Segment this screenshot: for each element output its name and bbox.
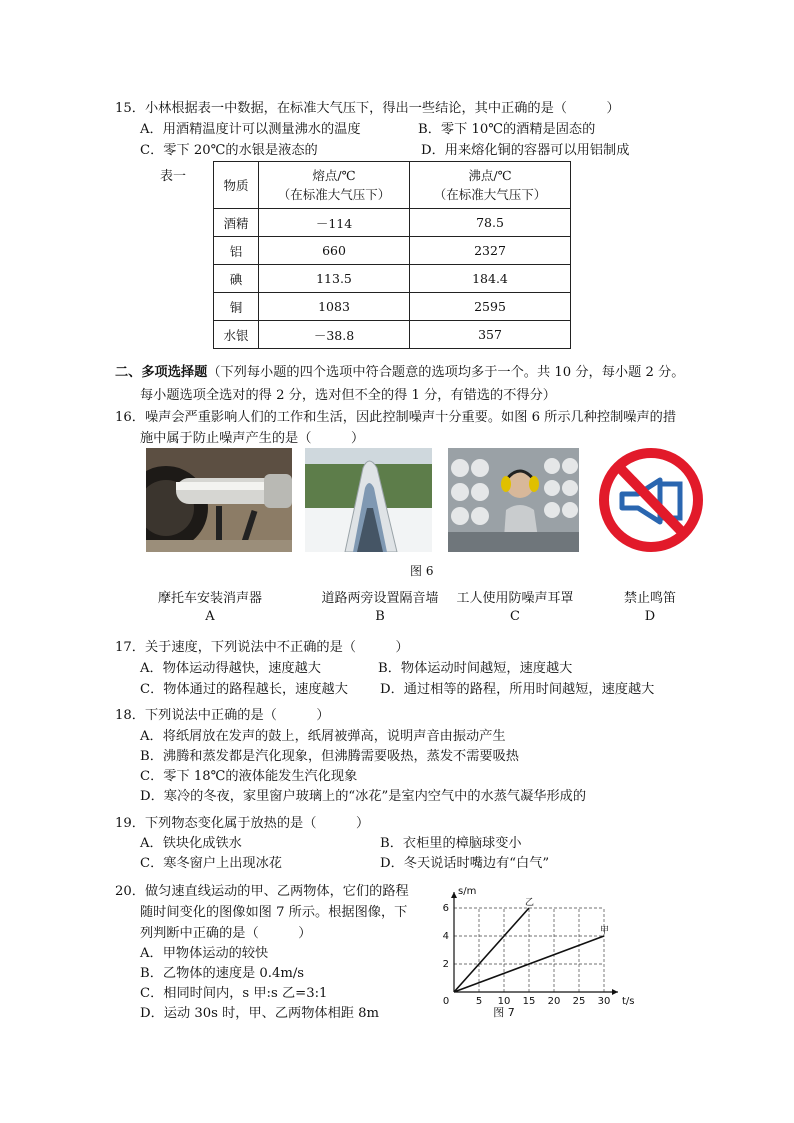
- table-row: [214, 265, 571, 293]
- x-tick-label: 30: [597, 996, 611, 1007]
- series-line-0: [454, 908, 529, 992]
- motorcycle-muffler-photo: [146, 448, 292, 552]
- q18-option-d: D．寒冷的冬夜，家里窗户玻璃上的“冰花”是室内空气中的水蒸气凝华形成的: [140, 789, 587, 804]
- q17-option-c: C．物体通过的路程越长，速度越大: [140, 682, 348, 697]
- cell-melting: －114: [259, 209, 410, 237]
- worker-illustration: [448, 448, 579, 552]
- q18-option-b: B．沸腾和蒸发都是汽化现象，但沸腾需要吸热，蒸发不需要吸热: [140, 749, 519, 764]
- x-tick-label: 15: [522, 996, 536, 1007]
- fig7-chart: [430, 880, 650, 1020]
- melting-sub: （在标准大气压下）: [277, 187, 391, 202]
- q19-option-b: B．衣柜里的樟脑球变小: [380, 836, 522, 851]
- x-tick-label: 5: [475, 996, 483, 1007]
- q19-stem: 19．下列物态变化属于放热的是（ ）: [115, 816, 370, 831]
- cell-melting: 113.5: [259, 265, 410, 293]
- x-tick-label: 20: [547, 996, 561, 1007]
- q16-line1: 16．噪声会严重影响人们的工作和生活，因此控制噪声十分重要。如图 6 所示几种控制噪声的措: [115, 410, 677, 425]
- q17-option-a: A．物体运动得越快，速度越大: [140, 661, 321, 676]
- cell-boiling: 78.5: [410, 209, 571, 237]
- cell-name: 铝: [214, 237, 259, 265]
- boiling-label: 沸点/℃: [468, 168, 512, 183]
- q18-option-c: C．零下 18℃的液体能发生汽化现象: [140, 769, 358, 784]
- caption-c-text: 工人使用防噪声耳罩: [456, 591, 574, 606]
- y-axis-label: s/m: [458, 886, 477, 897]
- q19-option-d: D．冬天说话时嘴边有“白气”: [380, 856, 550, 871]
- q20-option-d: D．运动 30s 时，甲、乙两物体相距 8m: [140, 1006, 380, 1021]
- q19-option-a: A．铁块化成铁水: [140, 836, 242, 851]
- table-row: [214, 209, 571, 237]
- q18-stem: 18．下列说法中正确的是（ ）: [115, 708, 330, 723]
- caption-b-text: 道路两旁设置隔音墙: [321, 591, 439, 606]
- worker-earmuffs-photo: [448, 448, 579, 552]
- x-tick-label: 10: [497, 996, 511, 1007]
- y-tick-label: 6: [442, 903, 449, 914]
- q15-stem: 15．小林根据表一中数据，在标准大气压下，得出一些结论，其中正确的是（ ）: [115, 101, 620, 116]
- table-row: [214, 293, 571, 321]
- section2-desc1: （下列每小题的四个选项中符合题意的选项均多于一个。共 10 分，每小题 2 分。: [207, 365, 685, 380]
- table1-header-boiling: [410, 162, 571, 209]
- cell-name: 铜: [214, 293, 259, 321]
- series-label-1: 甲: [600, 926, 610, 936]
- q20-line3: 列判断中正确的是（ ）: [140, 926, 312, 941]
- barrier-illustration: [305, 448, 432, 552]
- section2-desc2: 每小题选项全选对的得 2 分，选对但不全的得 1 分，有错选的不得分）: [140, 388, 556, 403]
- q18-option-a: A．将纸屑放在发声的鼓上，纸屑被弹高，说明声音由振动产生: [140, 729, 506, 744]
- x-tick-label: 0: [442, 996, 450, 1007]
- table-row: [214, 237, 571, 265]
- section2-title: 二、多项选择题: [115, 365, 208, 380]
- cell-melting: 660: [259, 237, 410, 265]
- caption-d-letter: D: [644, 609, 656, 624]
- sound-barrier-photo: [305, 448, 432, 552]
- cell-name: 水银: [214, 321, 259, 349]
- q20-option-b: B．乙物体的速度是 0.4m/s: [140, 966, 305, 981]
- q16-line2: 施中属于防止噪声产生的是（ ）: [140, 431, 365, 446]
- caption-c-letter: C: [510, 609, 520, 624]
- caption-b: [300, 587, 460, 624]
- cell-name: 酒精: [214, 209, 259, 237]
- q15-option-a: A．用酒精温度计可以测量沸水的温度: [140, 122, 361, 137]
- q20-line2: 随时间变化的图像如图 7 所示。根据图像，下: [140, 905, 408, 920]
- cell-boiling: 184.4: [410, 265, 571, 293]
- boiling-sub: （在标准大气压下）: [433, 187, 547, 202]
- cell-boiling: 2327: [410, 237, 571, 265]
- cell-melting: －38.8: [259, 321, 410, 349]
- q17-option-b: B．物体运动时间越短，速度越大: [378, 661, 573, 676]
- table1-header-substance: 物质: [214, 162, 259, 209]
- no-horn-icon: [598, 446, 704, 554]
- section2-line1: [115, 361, 684, 380]
- caption-b-letter: B: [375, 609, 385, 624]
- cell-boiling: 357: [410, 321, 571, 349]
- q15-option-c: C．零下 20℃的水银是液态的: [140, 143, 318, 158]
- fig7-caption: 图 7: [493, 1006, 515, 1019]
- caption-c: [440, 587, 590, 624]
- x-axis-label: t/s: [622, 996, 635, 1007]
- cell-name: 碘: [214, 265, 259, 293]
- series-label-0: 乙: [525, 898, 535, 908]
- cell-melting: 1083: [259, 293, 410, 321]
- caption-a-letter: A: [205, 609, 215, 624]
- q20-line1: 20．做匀速直线运动的甲、乙两物体，它们的路程: [115, 884, 409, 899]
- y-axis-arrow: [451, 892, 457, 898]
- caption-d: [600, 587, 700, 624]
- x-axis-arrow: [612, 989, 618, 995]
- x-tick-label: 25: [572, 996, 586, 1007]
- q20-option-a: A．甲物体运动的较快: [140, 946, 269, 961]
- q17-option-d: D．通过相等的路程，所用时间越短，速度越大: [380, 682, 655, 697]
- fig6-label: 图 6: [410, 564, 434, 578]
- caption-d-text: 禁止鸣笛: [623, 591, 676, 606]
- muffler-illustration: [146, 448, 292, 552]
- q15-option-b: B．零下 10℃的酒精是固态的: [418, 122, 596, 137]
- table1: [213, 161, 571, 349]
- q15-option-d: D．用来熔化铜的容器可以用铝制成: [421, 143, 630, 158]
- q19-option-c: C．寒冬窗户上出现冰花: [140, 856, 282, 871]
- no-horn-sign: [598, 446, 704, 554]
- q20-option-c: C．相同时间内，s 甲:s 乙=3:1: [140, 986, 328, 1001]
- q17-stem: 17．关于速度，下列说法中不正确的是（ ）: [115, 640, 409, 655]
- y-tick-label: 4: [442, 931, 449, 942]
- caption-a: [140, 587, 280, 624]
- caption-a-text: 摩托车安装消声器: [157, 591, 262, 606]
- table-row: [214, 321, 571, 349]
- table1-caption: 表一: [160, 169, 187, 184]
- melting-label: 熔点/℃: [312, 168, 356, 183]
- table1-header-melting: [259, 162, 410, 209]
- y-tick-label: 2: [442, 959, 449, 970]
- cell-boiling: 2595: [410, 293, 571, 321]
